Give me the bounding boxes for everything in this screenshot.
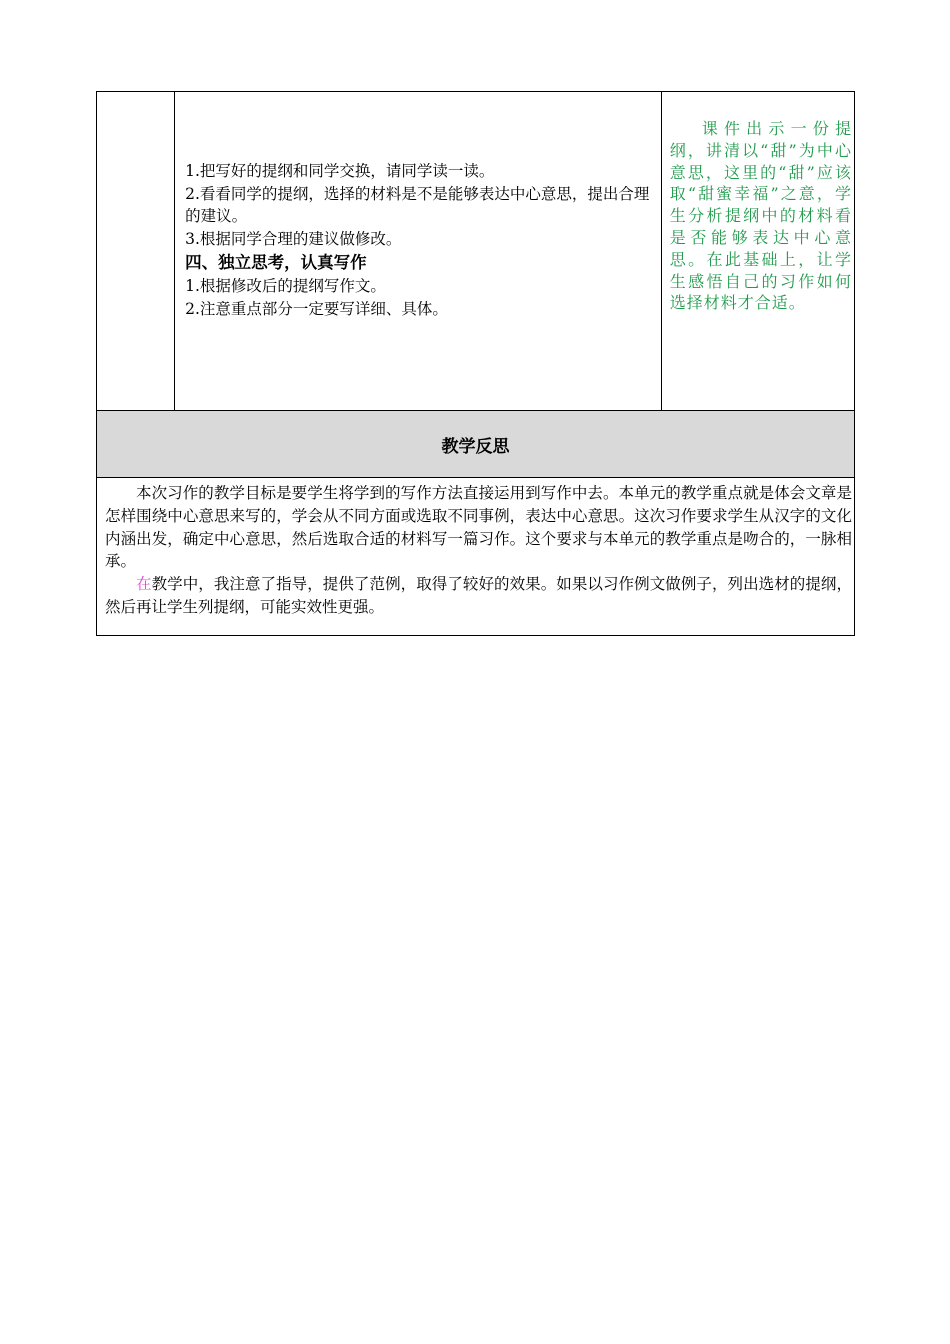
lesson-plan-table [96,91,855,636]
steps-row [97,92,855,411]
reflection-header-row [97,411,855,478]
step-item: 2.注意重点部分一定要写详细、具体。 [185,299,448,318]
reflection-paragraph-text: 教学中，我注意了指导，提供了范例，取得了较好的效果。如果以习作例文做例子，列出选材的提纲，然后再让学生列提纲，可能实效性更强。 [105,575,852,616]
highlight-char: 在 [136,575,152,594]
design-note-cell [661,92,854,411]
step-item: 3.根据同学合理的建议做修改。 [185,229,402,248]
reflection-paragraph [105,573,852,619]
step-item: 1.根据修改后的提纲写作文。 [185,277,386,295]
reflection-body-row [97,478,855,636]
empty-label-cell [97,92,175,411]
design-note-text: 课件出示一份提纲，讲清以“甜”为中心意思，这里的“甜”应该取“甜蜜幸福”之意，学生分析提纲中的材料看是否能够表达中心意思。在此基础上，让学生感悟自己的习作如何选择材料才合适。 [669,119,852,313]
teaching-steps-cell [175,92,662,411]
section-heading: 四、独立思考，认真写作 [185,253,367,272]
reflection-paragraph: 本次习作的教学目标是要学生将学到的写作方法直接运用到写作中去。本单元的教学重点就是体会文章是怎样围绕中心意思来写的，学会从不同方面或选取不同事例，表达中心意思。这次习作要求学生从汉字的文化内涵出发，确定中心意思，然后选取合适的材料写一篇习作。这个要求与本单元的教学重点是吻合的，一脉相承。 [105,484,852,571]
reflection-cell [97,478,855,636]
reflection-title: 教学反思 [97,411,855,478]
step-item: 2.看看同学的提纲，选择的材料是不是能够表达中心意思，提出合理的建议。 [185,184,650,225]
step-item: 1.把写好的提纲和同学交换，请同学读一读。 [185,162,495,180]
